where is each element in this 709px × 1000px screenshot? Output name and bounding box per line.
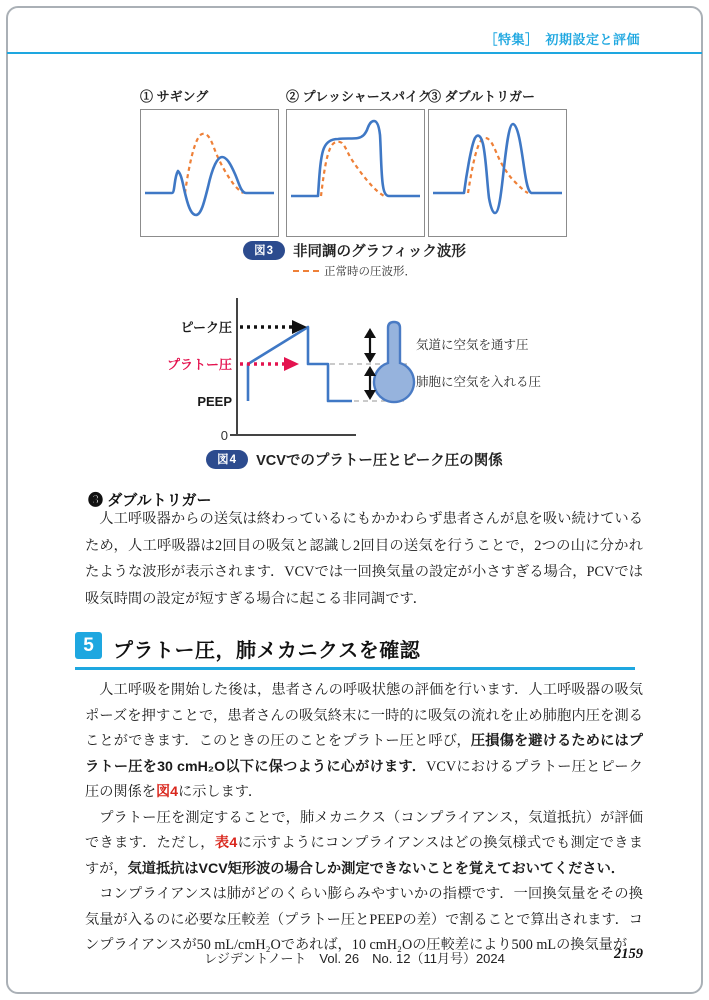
figure3-badge: 図3 [243,241,285,260]
figure4-badge: 図4 [206,450,248,469]
paragraph-2 [85,806,643,883]
para2-text: プラトー圧を測定することで，肺メカニクス（コンプライアンス，気道抵抗）が評価できます．ただし， [85,809,643,851]
pressure-spike-waveform-chart [287,110,424,236]
circled-three-icon: ❸ [88,492,104,509]
para2-bold-text: 気道抵抗はVCV矩形波の場合しか測定できないことを覚えておいてください． [127,860,625,877]
peak-pressure-label: ピーク圧 [180,320,232,335]
legend-label: 正常時の圧波形． [324,266,416,278]
section5-number-badge: 5 [75,632,102,659]
alveolar-pressure-label: 肺胞に空気を入れる圧 [416,375,542,389]
figure4-caption [0,449,709,470]
panel-label: ② プレッシャースパイク [286,89,431,104]
table4-reference: 表4 [214,835,238,851]
actual-pressure-curve [291,121,420,196]
peak-to-plateau-arrow [364,328,376,363]
feature-tag: ［特集］ 初期設定と評価 [484,32,640,47]
figure3-caption [0,240,709,261]
panel-label: ③ ダブルトリガー [428,89,535,104]
actual-pressure-curve [433,124,562,213]
section5-rule [75,667,635,670]
footer-page-number: 2159 [614,946,643,962]
figure4-caption-text: VCVでのプラトー圧とピーク圧の関係 [256,453,503,469]
waveform-box [286,109,425,237]
peak-pressure-arrow [240,320,307,334]
para3-text: コンプライアンスは肺がどのくらい膨らみやすいかの指標です．一回換気量をその換気量が入るのに必要な圧較差（プラトー圧とPEEPの差）で割ることで算出されます．コンプライアンスが50 mL/cmH₂Oであれば，10 cmH₂Oの圧較差により500 mLの換気量が [85,886,643,953]
figure4-reference: 図4 [155,784,179,800]
double-trigger-waveform-chart [429,110,566,236]
fig3-panel-pressure-spike [286,86,431,237]
fig3-panel-double-trigger [428,86,565,237]
sagging-waveform-chart [141,110,278,236]
double-trigger-body-text: 人工呼吸器からの送気は終わっているにもかかわらず患者さんが息を吸い続けているため，人工呼吸器は2回目の吸気と認識し2回目の送気を行うことで，2つの山に分かれたような波形が表示されます．VCVでは一回換気量の設定が小さすぎる場合，PCVでは吸気時間の設定が短すぎる場合に起こる非同調です． [85,511,643,607]
normal-pressure-curve [321,142,384,196]
figure3-caption-text: 非同調のグラフィック波形 [293,244,466,260]
normal-pressure-curve [185,134,243,193]
paragraph-1 [85,678,643,806]
para1-text: 人工呼吸を開始した後は，患者さんの呼吸状態の評価を行います．人工呼吸器の吸気ポーズを押すことで，患者さんの吸気終末に一時的に吸気の流れを止め肺胞内圧を測ることができます．このときの圧のことをプラトー圧と呼び， [85,682,643,749]
fig3-panel-sagging [140,86,277,237]
figure3-legend [0,263,709,279]
para1-bold-text: 圧損傷を避けるためにはプラトー圧を30 cmH₂O以下に保つように心がけます． [85,733,643,775]
para2-text: に示すようにコンプライアンスはどの換気様式でも測定できますが， [85,835,643,877]
dashed-line-legend-swatch [293,270,319,272]
panel-label: ① サギング [140,89,209,104]
waveform-box [428,109,567,237]
plateau-pressure-label: プラトー圧 [166,357,232,372]
normal-pressure-curve [468,138,528,193]
airway-pressure-label: 気道に空気を通す圧 [416,338,529,352]
section5-body [85,678,643,959]
section5-title: プラトー圧，肺メカニクスを確認 [113,640,421,662]
double-trigger-heading-label: ダブルトリガー [107,492,212,509]
para1-text: に示します． [178,784,263,800]
double-trigger-paragraph [85,506,643,612]
peep-label: PEEP [197,394,232,409]
lung-balloon-icon [374,322,414,402]
zero-label: 0 [220,428,228,443]
footer-journal-line: レジデントノート Vol. 26 No. 12（11月号）2024 [204,951,505,966]
header-rule [7,52,702,54]
actual-pressure-curve [145,157,274,215]
vcv-pressure-diagram [160,292,560,447]
waveform-box [140,109,279,237]
para1-text: VCVにおけるプラトー圧とピーク圧の関係を [85,758,643,800]
